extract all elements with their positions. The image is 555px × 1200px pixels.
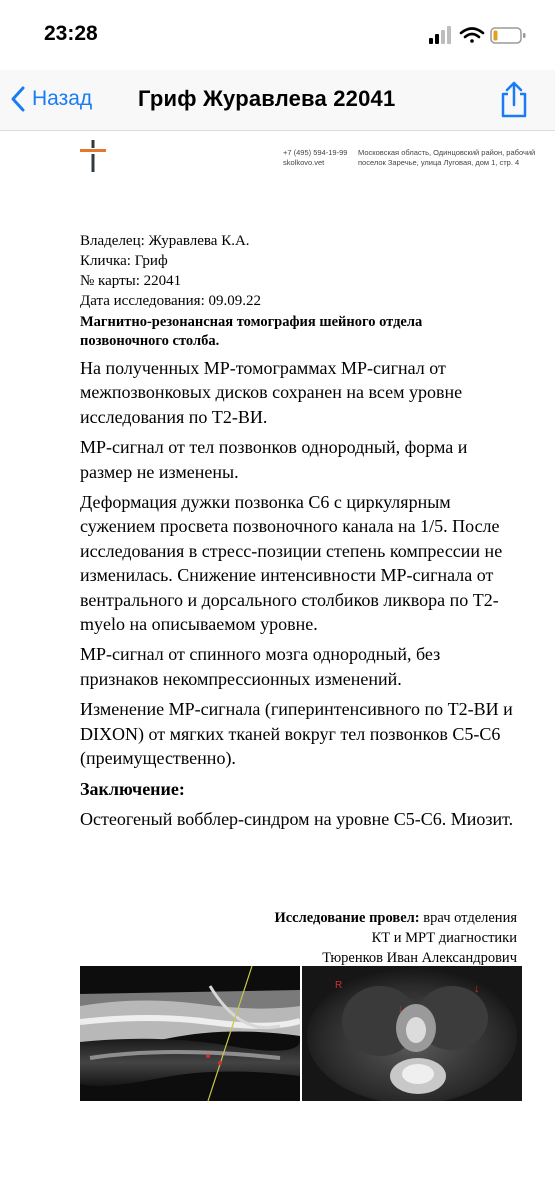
conclusion-text: Остеогеный вобблер-синдром на уровне С5-С6. Миозит. bbox=[80, 808, 514, 829]
back-button[interactable] bbox=[10, 82, 92, 116]
clinic-address bbox=[358, 148, 535, 168]
clinic-website: skolkovo.vet bbox=[283, 158, 325, 167]
finding-paragraph: МР-сигнал от тел позвонков однородный, форма и размер не изменены. bbox=[80, 437, 468, 482]
card-number-line: № карты: 22041 bbox=[80, 273, 182, 289]
clinic-phone: +7 (495) 594-19-99 bbox=[283, 148, 348, 157]
study-title: Магнитно-резонансная томография шейного отдела позвоночного столба. bbox=[80, 314, 423, 349]
finding-paragraph: МР-сигнал от спинного мозга однородный, без признаков некомпрессионных изменений. bbox=[80, 644, 441, 689]
battery-icon bbox=[491, 28, 526, 43]
pet-name-line: Кличка: Гриф bbox=[80, 253, 168, 269]
owner-line: Владелец: Журавлева К.А. bbox=[80, 233, 250, 249]
mri-images bbox=[80, 966, 522, 1101]
share-icon[interactable] bbox=[496, 80, 532, 120]
mri-lesion-marker: ↓ bbox=[474, 983, 480, 995]
wifi-icon bbox=[461, 29, 483, 43]
sagittal-mri-image bbox=[80, 966, 300, 1101]
chevron-left-icon bbox=[10, 85, 26, 113]
status-icons bbox=[429, 24, 529, 46]
conclusion-heading: Заключение: bbox=[80, 778, 185, 799]
navigation-bar bbox=[0, 70, 555, 131]
status-bar bbox=[0, 0, 555, 70]
study-date-line: Дата исследования: 09.09.22 bbox=[80, 293, 261, 309]
finding-paragraph: На полученных МР-томограммах МР-сигнал от межпозвонковых дисков сохранен на всем уровне исследования по Т2-ВИ. bbox=[80, 358, 463, 427]
clinic-logo-icon bbox=[80, 140, 106, 172]
finding-paragraph: Изменение МР-сигнала (гиперинтенсивного по Т2-ВИ и DIXON) от мягких тканей вокруг тел позвонков С5-С6 (преимущественно). bbox=[80, 699, 513, 769]
report-body bbox=[80, 356, 520, 837]
signature-block bbox=[274, 908, 517, 968]
clinic-address-line-1: Московская область, Одинцовский район, рабочий bbox=[358, 148, 536, 157]
signature-label: Исследование провел: bbox=[274, 910, 420, 926]
signature-diagnostics: КТ и МРТ диагностики bbox=[371, 930, 517, 946]
finding-paragraph: Деформация дужки позвонка С6 с циркулярным сужением просвета позвоночного канала на 1/5. После исследования в стресс-позиции степень компрессии не изменилась. Снижение интенсивности МР-сигнала от вентрального и дорсального столбиков ликвора по Т2-myelo на описываемом уровне. bbox=[80, 492, 503, 635]
signature-department: врач отделения bbox=[419, 910, 517, 926]
patient-info bbox=[80, 231, 261, 311]
signature-doctor-name: Тюренков Иван Александрович bbox=[322, 950, 517, 966]
back-label: Назад bbox=[32, 87, 93, 110]
status-time: 23:28 bbox=[44, 22, 98, 45]
clinic-address-line-2: поселок Заречье, улица Луговая, дом 1, стр. 4 bbox=[358, 158, 520, 167]
mri-side-label: R bbox=[335, 980, 343, 991]
signal-bars-icon bbox=[429, 26, 451, 44]
clinic-contacts bbox=[283, 148, 347, 168]
mri-lesion-marker: ↓ bbox=[398, 1003, 404, 1015]
axial-mri-image bbox=[302, 966, 522, 1101]
page-title: Гриф Журавлева 22041 bbox=[138, 86, 396, 111]
